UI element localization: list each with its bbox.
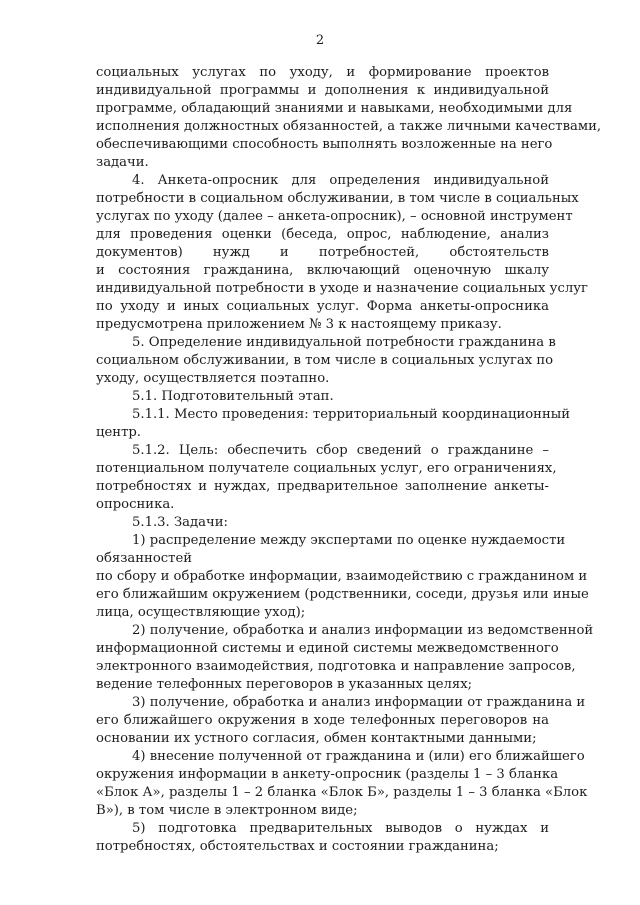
text-line: исполнения должностных обязанностей, а также личными качествами, — [96, 119, 602, 134]
text-line: ведение телефонных переговоров в указанных целях; — [96, 677, 473, 692]
text-line: окружения информации в анкету-опросник (разделы 1 – 3 бланка — [96, 767, 559, 782]
text-line: социальном обслуживании, в том числе в социальных услугах по — [96, 353, 554, 368]
text-line: центр. — [96, 425, 142, 440]
text-line: его ближайшим окружением (родственники, соседи, друзья или иные — [96, 587, 589, 602]
text-line: услугах по уходу (далее – анкета-опросник), – основной инструмент — [96, 209, 573, 224]
text-line: обязанностей — [96, 551, 193, 566]
text-line: предусмотрена приложением № 3 к настоящему приказу. — [96, 317, 502, 332]
text-line: документов) нужд и потребностей, обстоятельств — [96, 245, 549, 260]
text-line: 5.1.1. Место проведения: территориальный координационный — [132, 407, 571, 422]
text-line: потенциальном получателе социальных услуг, его ограничениях, — [96, 461, 557, 476]
text-line: индивидуальной потребности в уходе и назначение социальных услуг — [96, 281, 588, 296]
text-line: 5.1.2. Цель: обеспечить сбор сведений о гражданине – — [132, 443, 549, 458]
text-line: уходу, осуществляется поэтапно. — [96, 371, 330, 386]
text-line: 3) получение, обработка и анализ информации от гражданина и — [132, 695, 586, 710]
text-line: лица, осуществляющие уход); — [96, 605, 306, 620]
text-line: для проведения оценки (беседа, опрос, наблюдение, анализ — [96, 227, 549, 242]
text-line: и состояния гражданина, включающий оценочную шкалу — [96, 263, 549, 278]
text-line: обеспечивающими способность выполнять возложенные на него — [96, 137, 553, 152]
text-line: потребностях и нуждах, предварительное заполнение анкеты- — [96, 479, 549, 494]
text-line: 5. Определение индивидуальной потребности гражданина в — [132, 335, 556, 350]
text-line: потребностях, обстоятельствах и состоянии гражданина; — [96, 839, 499, 854]
text-line: социальных услугах по уходу, и формирование проектов — [96, 65, 549, 80]
text-line: его ближайшего окружения в ходе телефонных переговоров на — [96, 713, 549, 728]
text-line: по сбору и обработке информации, взаимодействию с гражданином и — [96, 569, 588, 584]
text-line: потребности в социальном обслуживании, в том числе в социальных — [96, 191, 579, 206]
text-line: «Блок А», разделы 1 – 2 бланка «Блок Б», разделы 1 – 3 бланка «Блок — [96, 785, 588, 800]
text-line: опросника. — [96, 497, 175, 512]
text-line: 4) внесение полученной от гражданина и (или) его ближайшего — [132, 749, 585, 764]
text-line: 1) распределение между экспертами по оценке нуждаемости — [132, 533, 566, 548]
text-line: 5.1. Подготовительный этап. — [132, 389, 334, 404]
text-line: 5) подготовка предварительных выводов о нуждах и — [132, 821, 549, 836]
text-line: программе, обладающий знаниями и навыками, необходимыми для — [96, 101, 573, 116]
text-line: задачи. — [96, 155, 149, 170]
page-number: 2 — [315, 33, 325, 48]
text-line: 5.1.3. Задачи: — [132, 515, 228, 530]
text-line: 2) получение, обработка и анализ информации из ведомственной — [132, 623, 594, 638]
text-line: основании их устного согласия, обмен контактными данными; — [96, 731, 537, 746]
text-line: В»), в том числе в электронном виде; — [96, 803, 358, 818]
text-line: по уходу и иных социальных услуг. Форма анкеты-опросника — [96, 299, 549, 314]
text-line: электронного взаимодействия, подготовка и направление запросов, — [96, 659, 576, 674]
text-line: индивидуальной программы и дополнения к индивидуальной — [96, 83, 549, 98]
text-line: 4. Анкета-опросник для определения индивидуальной — [132, 173, 549, 188]
text-line: информационной системы и единой системы межведомственного — [96, 641, 559, 656]
